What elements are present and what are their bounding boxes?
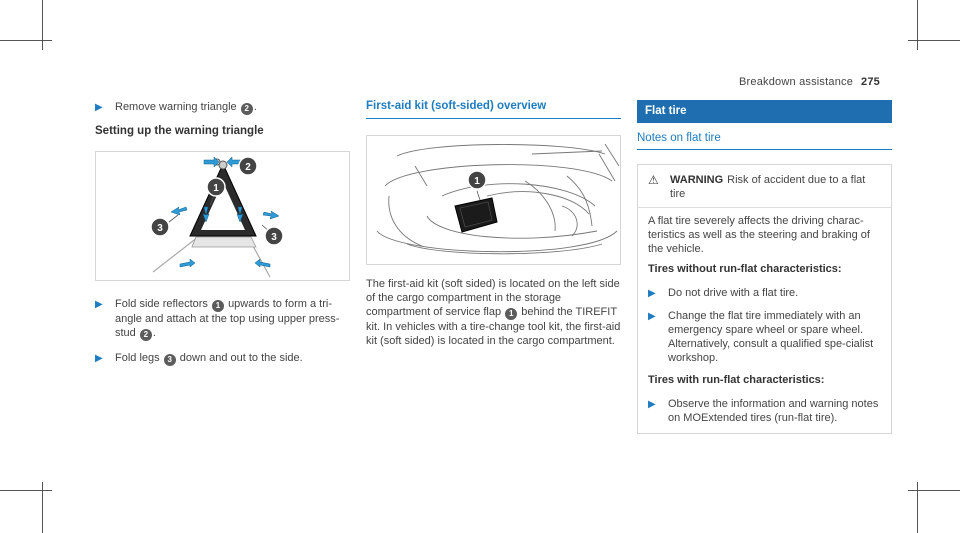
arrow-right-icon: ▶ — [648, 399, 656, 410]
step-fold-legs: ▶ Fold legs 3 down and out to the side. — [95, 352, 303, 364]
step-observe-notes: ▶ Observe the information and warning notes on MOExtended tires (run-flat tire). — [648, 398, 879, 424]
column-first-aid-kit — [366, 100, 621, 348]
warning-body — [638, 208, 891, 425]
figure-badge-1: 1 — [474, 176, 480, 187]
section-title: First-aid kit (soft-sided) overview — [366, 100, 621, 119]
callout-badge: 2 — [241, 103, 253, 115]
arrow-right-icon: ▶ — [95, 299, 103, 310]
crop-mark — [42, 482, 43, 533]
callout-badge: 3 — [164, 354, 176, 366]
crop-mark — [917, 0, 918, 50]
warning-triangle-illustration — [95, 151, 350, 281]
cargo-compartment-illustration — [366, 135, 621, 265]
warning-text: Risk of accident due to a flat tire — [670, 174, 866, 200]
step-do-not-drive: ▶ Do not drive with a flat tire. — [648, 287, 799, 299]
crop-mark — [908, 40, 960, 41]
warning-header — [638, 165, 891, 208]
callout-badge: 1 — [212, 300, 224, 312]
arrow-right-icon: ▶ — [648, 311, 656, 322]
cargo-illustration — [367, 136, 621, 265]
step-remove-triangle: ▶ Remove warning triangle 2 . — [95, 101, 257, 113]
first-aid-paragraph: The first-aid kit (soft sided) is located on the left side of the cargo compartment in the storage compartment of service flap 1 behind the TIREFIT kit. In vehicles with a tire-change tool kit, the first-aid kit (soft sided) is located in the cargo compartment. — [366, 278, 621, 347]
arrow-right-icon: ▶ — [648, 288, 656, 299]
subheading-runflat: Tires with run-flat characteristics: — [648, 374, 825, 386]
subheading-no-runflat: Tires without run-flat characteristics: — [648, 263, 842, 275]
crop-mark — [0, 40, 52, 41]
section-name: Breakdown assistance — [738, 76, 854, 88]
crop-mark — [42, 0, 43, 50]
step-fold-reflectors: ▶ Fold side reflectors 1 upwards to form a tri-angle and attach at the top using upper press-stud 2 . — [95, 298, 340, 339]
callout-badge: 1 — [505, 308, 517, 320]
step-change-tire: ▶ Change the flat tire immediately with an emergency spare wheel or spare wheel. Alternatively, consult a qualified spe-cialist workshop. — [648, 310, 874, 364]
crop-mark — [0, 490, 52, 491]
callout-badge: 2 — [140, 329, 152, 341]
subheading: Setting up the warning triangle — [95, 125, 264, 137]
warning-triangle-icon: ⚠ — [648, 173, 659, 187]
figure-badge-2: 2 — [245, 162, 251, 173]
crop-mark — [917, 482, 918, 533]
arrow-right-icon: ▶ — [95, 353, 103, 364]
figure-badge-1: 1 — [213, 183, 219, 194]
figure-badge-3-right: 3 — [271, 232, 277, 243]
figure-badge-3-left: 3 — [157, 223, 163, 234]
section-bar-title: Flat tire — [637, 100, 892, 123]
warning-label: WARNING — [670, 174, 724, 186]
column-flat-tire — [637, 100, 892, 434]
warning-intro: A flat tire severely affects the driving charac-teristics as well as the steering and braking of the vehicle. — [648, 215, 870, 255]
page-header — [739, 76, 880, 88]
warning-box — [637, 164, 892, 434]
column-warning-triangle — [95, 100, 350, 374]
notes-title: Notes on flat tire — [637, 123, 892, 150]
arrow-right-icon: ▶ — [95, 102, 103, 113]
page-number: 275 — [861, 76, 880, 88]
crop-mark — [908, 490, 960, 491]
triangle-illustration — [96, 152, 350, 281]
